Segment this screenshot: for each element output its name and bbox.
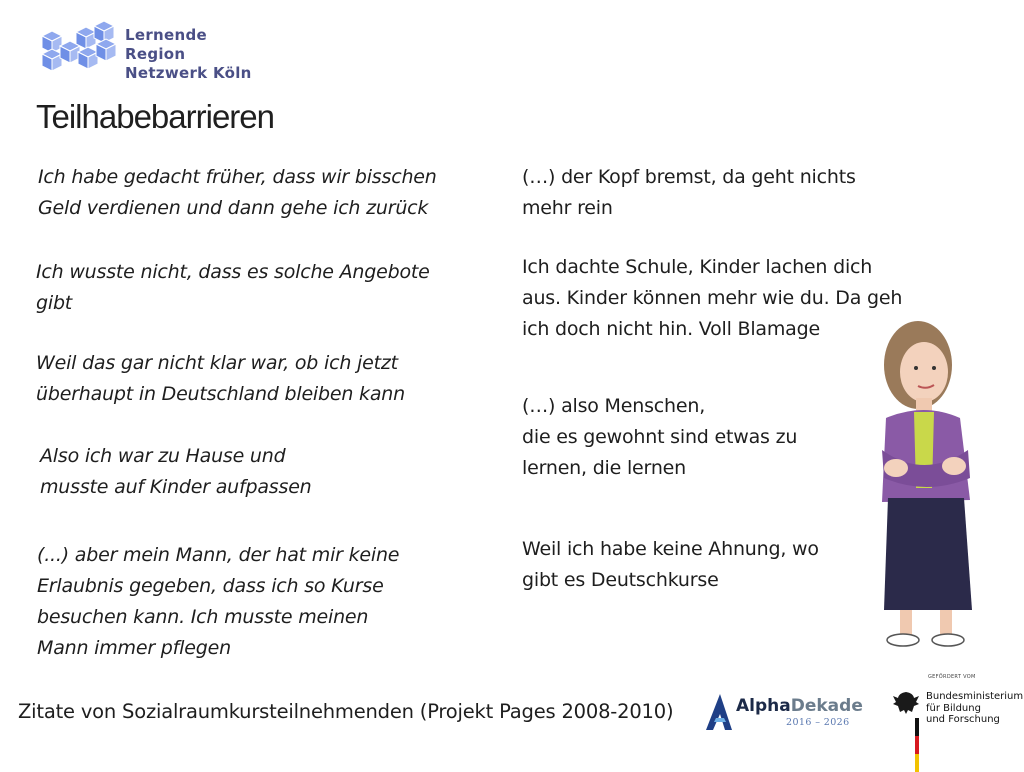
quote-right-4: [522, 534, 819, 596]
woman-arms-crossed-illustration-icon: [848, 310, 998, 655]
quote-line: gibt es Deutschkurse: [522, 569, 719, 591]
quote-line: Mann immer pflegen: [37, 637, 231, 659]
quote-left-3: [36, 348, 405, 410]
quote-line: Ich habe gedacht früher, dass wir bisschen: [38, 166, 437, 188]
quote-line: (…) der Kopf bremst, da geht nichts: [522, 166, 856, 188]
page-title: Teilhabebarrieren: [36, 98, 274, 135]
alphadekade-word-rest: Dekade: [790, 696, 863, 716]
quote-line: besuchen kann. Ich musste meinen: [37, 606, 369, 628]
quote-line: überhaupt in Deutschland bleiben kann: [36, 383, 405, 405]
quote-line: gibt: [36, 292, 73, 314]
quote-line: lernen, die lernen: [522, 457, 686, 479]
bmbf-text: [926, 691, 1023, 726]
quote-line: mehr rein: [522, 197, 613, 219]
alphadekade-word-bold: Alpha: [736, 696, 791, 716]
quote-right-3: [522, 391, 797, 484]
quote-line: Ich wusste nicht, dass es solche Angebote: [36, 261, 430, 283]
quote-line: Also ich war zu Hause und: [40, 445, 286, 467]
federal-eagle-icon: [891, 690, 921, 772]
quote-left-2: [36, 257, 430, 319]
quote-line: ich doch nicht hin. Voll Blamage: [522, 318, 820, 340]
bmbf-line-1: Bundesministerium: [926, 691, 1024, 702]
gefoerdert-label: GEFÖRDERT VOM: [928, 674, 976, 680]
blue-cubes-logo-icon: [40, 20, 120, 78]
quote-left-5: [37, 540, 399, 664]
quote-line: (...) aber mein Mann, der hat mir keine: [37, 544, 400, 566]
quote-line: Geld verdienen und dann gehe ich zurück: [38, 197, 429, 219]
quote-left-1: [38, 162, 437, 224]
logo-line-2: Netzwerk Köln: [125, 64, 252, 82]
quote-line: die es gewohnt sind etwas zu: [522, 426, 798, 448]
quote-right-2: [522, 252, 902, 345]
footer-caption: Zitate von Sozialraumkursteilnehmenden (Projekt Pages 2008-2010): [18, 700, 674, 723]
alphadekade-years: 2016 – 2026: [786, 717, 850, 728]
quote-left-4: [40, 441, 312, 503]
quote-line: (…) also Menschen,: [522, 395, 706, 417]
logo: [40, 20, 270, 82]
quote-line: Weil das gar nicht klar war, ob ich jetzt: [36, 352, 398, 374]
quote-line: Weil ich habe keine Ahnung, wo: [522, 538, 819, 560]
quote-line: Erlaubnis gegeben, dass ich so Kurse: [37, 575, 384, 597]
quote-line: musste auf Kinder aufpassen: [40, 476, 312, 498]
quote-line: aus. Kinder können mehr wie du. Da geh: [522, 287, 903, 309]
quote-right-1: [522, 162, 856, 224]
bmbf-line-2: für Bildung: [926, 702, 981, 714]
alphadekade-logo: [704, 690, 863, 732]
bmbf-logo: [888, 664, 1024, 754]
logo-line-1: Lernende Region: [125, 26, 207, 63]
quote-line: Ich dachte Schule, Kinder lachen dich: [522, 256, 873, 278]
alphadekade-a-icon: [704, 692, 734, 732]
bmbf-line-3: und Forschung: [926, 714, 1000, 725]
